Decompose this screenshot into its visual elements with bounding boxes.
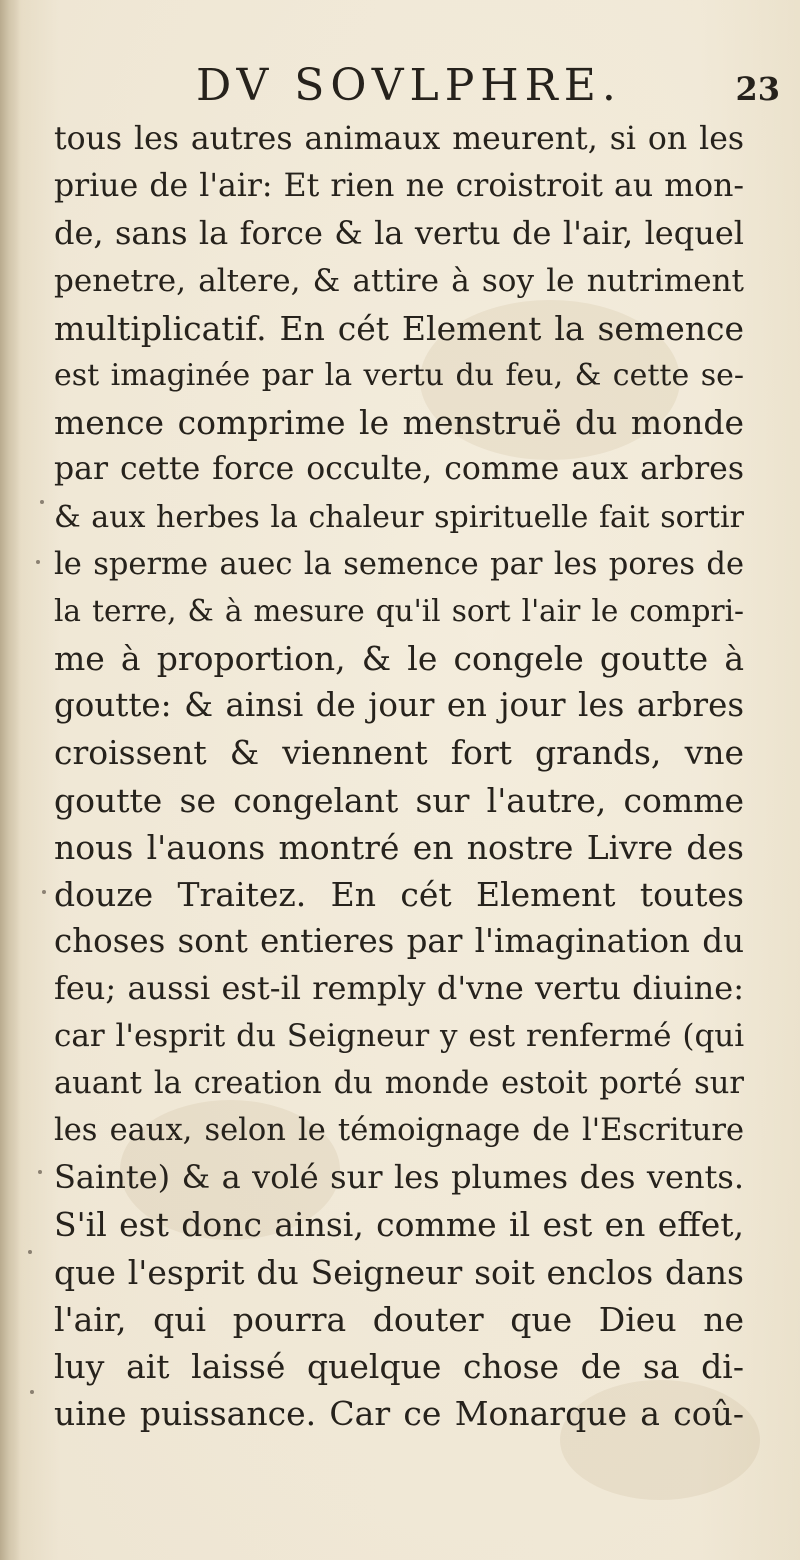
text-line: est imaginée par la vertu du feu, & cette se-: [54, 357, 744, 393]
text-line: Sainte) & a volé sur les plumes des vents.: [54, 1158, 744, 1197]
text-line: la terre, & à mesure qu'il sort l'air le compri-: [54, 593, 744, 628]
text-line: choses sont entieres par l'imagination du: [54, 922, 744, 961]
text-line: me à proportion, & le congele goutte à: [54, 639, 744, 679]
body-text: [54, 116, 744, 1437]
text-line: que l'esprit du Seigneur soit enclos dans: [54, 1252, 744, 1292]
text-line: luy ait laissé quelque chose de sa di-: [54, 1346, 744, 1386]
margin-speck: [38, 1170, 42, 1174]
page-gutter-shadow: [0, 0, 20, 1560]
page-header: [160, 58, 780, 120]
page-number: 23: [735, 70, 780, 108]
text-line: l'air, qui pourra douter que Dieu ne: [54, 1299, 744, 1339]
text-line: feu; aussi est-il remply d'vne vertu diuine:: [54, 969, 744, 1008]
running-title: DV SOVLPHRE.: [196, 60, 622, 111]
text-line: les eaux, selon le témoignage de l'Escriture: [54, 1112, 744, 1148]
text-line: goutte se congelant sur l'autre, comme: [54, 780, 744, 820]
text-line: goutte: & ainsi de jour en jour les arbres: [54, 686, 744, 725]
text-line: croissent & viennent fort grands, vne: [54, 733, 744, 773]
text-line: S'il est donc ainsi, comme il est en effet,: [54, 1205, 744, 1245]
text-line: de, sans la force & la vertu de l'air, lequel: [54, 214, 744, 253]
text-line: car l'esprit du Seigneur y est renfermé (qui: [54, 1017, 744, 1054]
text-line: auant la creation du monde estoit porté sur: [54, 1065, 744, 1101]
text-line: & aux herbes la chaleur spirituelle fait sortir: [54, 499, 744, 535]
text-line: uine puissance. Car ce Monarque a coû-: [54, 1394, 744, 1434]
text-line: tous les autres animaux meurent, si on les: [54, 121, 744, 157]
margin-speck: [28, 1250, 32, 1254]
margin-speck: [42, 890, 46, 894]
text-line: nous l'auons montré en nostre Livre des: [54, 827, 744, 867]
text-line: par cette force occulte, comme aux arbres: [54, 451, 744, 488]
margin-speck: [30, 1390, 34, 1394]
text-line: le sperme auec la semence par les pores de: [54, 546, 744, 582]
margin-speck: [40, 500, 44, 504]
text-line: priue de l'air: Et rien ne croistroit au mon-: [54, 168, 744, 205]
text-line: douze Traitez. En cét Element toutes: [54, 875, 744, 914]
text-line: penetre, altere, & attire à soy le nutriment: [54, 262, 744, 299]
margin-speck: [36, 560, 40, 564]
text-line: multiplicatif. En cét Element la semence: [54, 308, 744, 348]
text-line: mence comprime le menstruë du monde: [54, 403, 744, 443]
